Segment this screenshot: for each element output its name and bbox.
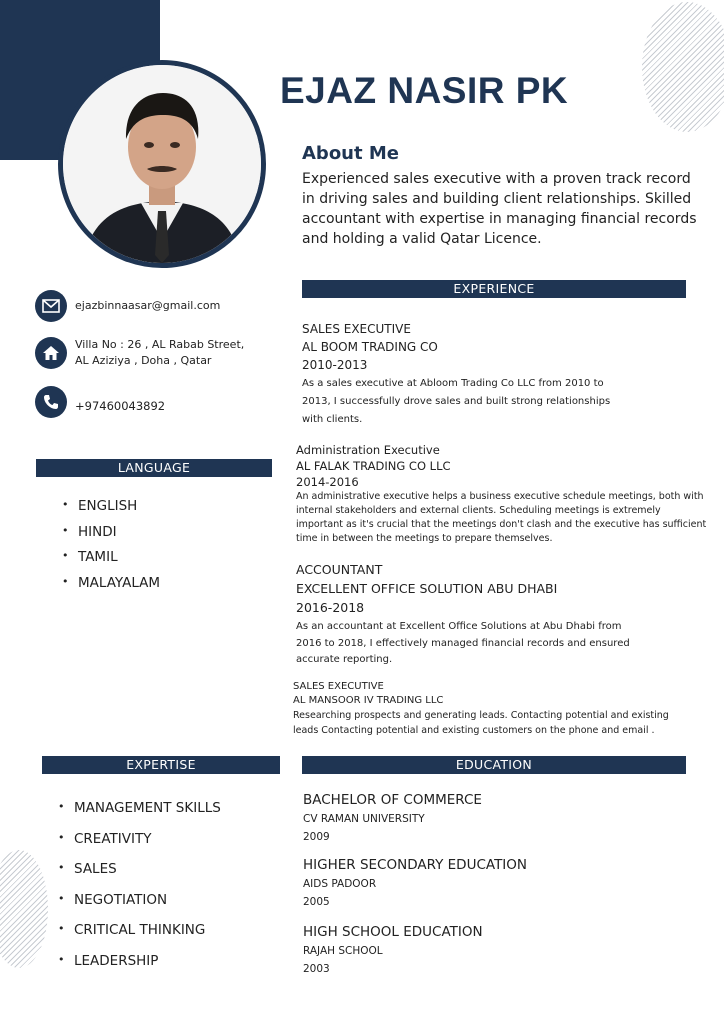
degree: HIGHER SECONDARY EDUCATION bbox=[303, 857, 528, 873]
language-heading: LANGUAGE bbox=[36, 459, 272, 477]
hatched-circle-decoration bbox=[0, 850, 48, 968]
expertise-list bbox=[58, 800, 221, 983]
list-item: • NEGOTIATION bbox=[58, 892, 221, 923]
list-item: • TAMIL bbox=[62, 549, 160, 575]
address-line-2: AL Aziziya , Doha , Qatar bbox=[75, 354, 212, 367]
job-company: AL MANSOOR IV TRADING LLC bbox=[293, 695, 444, 706]
candidate-name: EJAZ NASIR PK bbox=[280, 70, 569, 111]
expertise-heading: EXPERTISE bbox=[42, 756, 280, 774]
job-description: As an accountant at Excellent Office Solutions at Abu Dhabi from 2016 to 2018, I effectively managed financial records and ensured accurate reporting. bbox=[296, 621, 630, 665]
job-description: Researching prospects and generating leads. Contacting potential and existing leads Contacting potential and existing customers on the phone and email . bbox=[293, 710, 669, 736]
job-company: AL BOOM TRADING CO bbox=[302, 340, 438, 354]
list-item: • ENGLISH bbox=[62, 498, 160, 524]
degree: BACHELOR OF COMMERCE bbox=[303, 792, 482, 808]
phone-text: +97460043892 bbox=[75, 399, 166, 413]
job-title: ACCOUNTANT bbox=[296, 562, 383, 577]
email-text: ejazbinnaasar@gmail.com bbox=[75, 299, 221, 312]
education-entry bbox=[303, 790, 482, 846]
job-years: 2016-2018 bbox=[296, 600, 365, 615]
list-item: • HINDI bbox=[62, 524, 160, 550]
language-list bbox=[62, 498, 160, 600]
experience-entry bbox=[296, 560, 646, 669]
school: RAJAH SCHOOL bbox=[303, 945, 383, 957]
experience-entry bbox=[293, 680, 693, 738]
about-text: Experienced sales executive with a proven track record in driving sales and building client relationships. Skilled accountant with expertise in managing financial records and holding a valid Qatar Licence. bbox=[302, 171, 697, 247]
experience-entry bbox=[296, 442, 708, 546]
home-icon bbox=[35, 337, 67, 369]
job-years: 2014-2016 bbox=[296, 475, 359, 489]
experience-heading: EXPERIENCE bbox=[302, 280, 686, 298]
hatched-circle-decoration bbox=[642, 2, 724, 132]
job-description: As a sales executive at Abloom Trading Co LLC from 2010 to 2013, I successfully drove sales and built strong relationships with clients. bbox=[302, 378, 611, 425]
job-title: Administration Executive bbox=[296, 443, 440, 457]
about-title: About Me bbox=[302, 143, 399, 164]
education-entry bbox=[303, 922, 483, 978]
job-company: EXCELLENT OFFICE SOLUTION ABU DHABI bbox=[296, 581, 558, 596]
list-item: • CRITICAL THINKING bbox=[58, 922, 221, 953]
list-item: • SALES bbox=[58, 861, 221, 892]
envelope-icon bbox=[35, 290, 67, 322]
job-description: An administrative executive helps a business executive schedule meetings, both with internal stakeholders and external clients. Scheduling meetings is extremely important as it's crucial that the meetings don't clash and the executive has sufficient time in between the meetings to prepare themselves. bbox=[296, 491, 707, 544]
school: AIDS PADOOR bbox=[303, 878, 377, 890]
job-years: 2010-2013 bbox=[302, 358, 368, 372]
list-item: • MANAGEMENT SKILLS bbox=[58, 800, 221, 831]
education-year: 2003 bbox=[303, 963, 330, 975]
experience-entry bbox=[302, 320, 662, 429]
education-entry bbox=[303, 855, 527, 911]
school: CV RAMAN UNIVERSITY bbox=[303, 813, 425, 825]
profile-photo bbox=[58, 60, 266, 268]
education-year: 2009 bbox=[303, 831, 330, 843]
address-line-1: Villa No : 26 , AL Rabab Street, bbox=[75, 338, 245, 351]
job-title: SALES EXECUTIVE bbox=[293, 681, 384, 692]
education-heading: EDUCATION bbox=[302, 756, 686, 774]
list-item: • CREATIVITY bbox=[58, 831, 221, 862]
list-item: • LEADERSHIP bbox=[58, 953, 221, 984]
list-item: • MALAYALAM bbox=[62, 575, 160, 601]
degree: HIGH SCHOOL EDUCATION bbox=[303, 924, 483, 940]
address-text bbox=[75, 337, 244, 369]
phone-icon bbox=[35, 386, 67, 418]
job-title: SALES EXECUTIVE bbox=[302, 322, 411, 336]
job-company: AL FALAK TRADING CO LLC bbox=[296, 459, 451, 473]
education-year: 2005 bbox=[303, 896, 330, 908]
